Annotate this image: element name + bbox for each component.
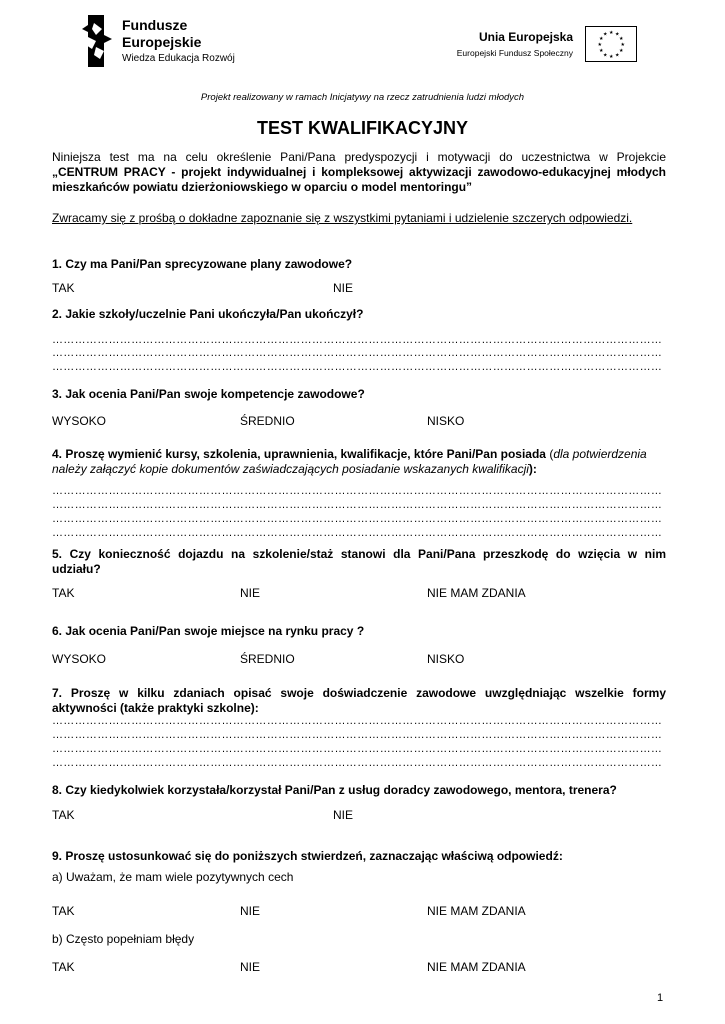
q5-line-1: 5. Czy konieczność dojazdu na szkolenie/staż stanowi dla Pani/Pana przeszkodę do wzięcia w nim: [52, 547, 666, 561]
ue-subtitle: Europejski Fundusz Społeczny: [456, 48, 573, 58]
q9b-option-nie[interactable]: NIE: [240, 960, 261, 974]
intro-line-3: mieszkańców powiatu dzierżoniowskiego w oparciu o model mentoringu”: [52, 180, 473, 194]
q6-option-nisko[interactable]: NISKO: [427, 652, 465, 666]
q9a-statement: a) Uważam, że mam wiele pozytywnych cech: [52, 870, 294, 884]
svg-text:★: ★: [615, 31, 620, 38]
q7-answer-line-1[interactable]: ………………………………………………………………………………………………………………………………………………: [52, 715, 662, 727]
page-title: TEST KWALIFIKACYJNY: [256, 118, 468, 138]
q4-italic-2: należy załączyć kopie dokumentów zaświadczających posiadanie wskazanych kwalifikacji: [52, 462, 529, 476]
fe-title-2: Europejskie: [122, 34, 202, 50]
question-3: 3. Jak ocenia Pani/Pan swoje kompetencje zawodowe?: [52, 387, 365, 401]
q4-answer-line-3[interactable]: ………………………………………………………………………………………………………………………………………………: [52, 513, 662, 525]
fe-subtitle: Wiedza Edukacja Rozwój: [122, 53, 235, 64]
q4-answer-line-2[interactable]: ………………………………………………………………………………………………………………………………………………: [52, 499, 662, 511]
q5-option-nie[interactable]: NIE: [240, 586, 261, 600]
q4-italic-1: dla potwierdzenia: [553, 447, 647, 461]
q2-answer-line-3[interactable]: ………………………………………………………………………………………………………………………………………………: [52, 361, 662, 373]
intro: [52, 150, 666, 195]
q9a-option-tak[interactable]: TAK: [52, 904, 75, 918]
question-5: [52, 547, 666, 577]
svg-text:★: ★: [603, 31, 608, 38]
q6-option-srednio[interactable]: ŚREDNIO: [240, 652, 295, 666]
question-8: 8. Czy kiedykolwiek korzystała/korzystał Pani/Pan z usług doradcy zawodowego, mentora, trenera?: [52, 783, 617, 797]
svg-text:★: ★: [609, 30, 614, 36]
q9b-option-tak[interactable]: TAK: [52, 960, 75, 974]
svg-text:★: ★: [609, 54, 614, 60]
question-6: 6. Jak ocenia Pani/Pan swoje miejsce na rynku pracy ?: [52, 624, 365, 638]
q7-line-2: aktywności (także praktyki szkolne):: [52, 701, 259, 715]
svg-text:★: ★: [619, 48, 624, 54]
svg-text:★: ★: [597, 42, 602, 48]
q4-bold: 4. Proszę wymienić kursy, szkolenia, uprawnienia, kwalifikacje, które Pani/Pan posiada: [52, 447, 546, 461]
q8-option-nie[interactable]: NIE: [333, 808, 354, 822]
q5-line-2: udziału?: [52, 562, 101, 576]
intro-line-1: Niniejsza test ma na celu określenie Pani/Pana predyspozycji i motywacji do uczestnictwa w Projekcie: [52, 150, 666, 164]
q8-option-tak[interactable]: TAK: [52, 808, 75, 822]
q1-option-nie[interactable]: NIE: [333, 281, 354, 295]
svg-text:★: ★: [599, 48, 604, 54]
q5-option-tak[interactable]: TAK: [52, 586, 75, 600]
q3-option-wysoko[interactable]: WYSOKO: [52, 414, 107, 428]
project-note: Projekt realizowany w ramach Inicjatywy na rzecz zatrudnienia ludzi młodych: [200, 92, 525, 103]
ue-title: Unia Europejska: [478, 30, 573, 44]
q9a-option-nie-mam-zdania[interactable]: NIE MAM ZDANIA: [427, 904, 526, 918]
fe-logo-icon: [82, 15, 112, 67]
fe-title-1: Fundusze: [122, 17, 188, 33]
intro-line-2: „CENTRUM PRACY - projekt indywidualnej i kompleksowej aktywizacji zawodowo-edukacyjnej młodych: [52, 165, 666, 179]
page-number: 1: [657, 992, 664, 1004]
q1-option-tak[interactable]: TAK: [52, 281, 75, 295]
question-2: 2. Jakie szkoły/uczelnie Pani ukończyła/Pan ukończył?: [52, 307, 364, 321]
ue-logo: [455, 26, 640, 66]
q7-answer-line-2[interactable]: ………………………………………………………………………………………………………………………………………………: [52, 729, 662, 741]
q9a-option-nie[interactable]: NIE: [240, 904, 261, 918]
q5-option-nie-mam-zdania[interactable]: NIE MAM ZDANIA: [427, 586, 526, 600]
eu-flag-icon: [585, 26, 637, 62]
svg-text:★: ★: [615, 52, 620, 59]
q4-paren: (: [549, 447, 554, 461]
svg-text:★: ★: [599, 36, 604, 42]
svg-text:★: ★: [619, 36, 624, 42]
q7-answer-line-3[interactable]: ………………………………………………………………………………………………………………………………………………: [52, 743, 662, 755]
question-9: 9. Proszę ustosunkować się do poniższych stwierdzeń, zaznaczając właściwą odpowiedź:: [52, 849, 563, 863]
q2-answer-line-1[interactable]: ………………………………………………………………………………………………………………………………………………: [52, 334, 662, 346]
svg-text:★: ★: [620, 42, 625, 48]
question-7: [52, 686, 666, 716]
q3-option-srednio[interactable]: ŚREDNIO: [240, 414, 295, 428]
q9b-option-nie-mam-zdania[interactable]: NIE MAM ZDANIA: [427, 960, 526, 974]
q4-close: ):: [528, 462, 537, 476]
fe-logo: [82, 15, 242, 67]
q9b-statement: b) Często popełniam błędy: [52, 932, 195, 946]
question-4: [52, 447, 662, 477]
q2-answer-line-2[interactable]: ………………………………………………………………………………………………………………………………………………: [52, 347, 662, 359]
question-1: 1. Czy ma Pani/Pan sprecyzowane plany zawodowe?: [52, 257, 353, 271]
svg-text:★: ★: [603, 52, 608, 59]
intro-request: Zwracamy się z prośbą o dokładne zapoznanie się z wszystkimi pytaniami i udzielenie szczerych odpowiedzi.: [52, 211, 633, 225]
q7-answer-line-4[interactable]: ………………………………………………………………………………………………………………………………………………: [52, 757, 662, 769]
q4-answer-line-1[interactable]: ………………………………………………………………………………………………………………………………………………: [52, 485, 662, 497]
q7-line-1: 7. Proszę w kilku zdaniach opisać swoje doświadczenie zawodowe uwzględniając wszelkie formy: [52, 686, 666, 700]
q4-answer-line-4[interactable]: ………………………………………………………………………………………………………………………………………………: [52, 527, 662, 539]
q6-option-wysoko[interactable]: WYSOKO: [52, 652, 107, 666]
q3-option-nisko[interactable]: NISKO: [427, 414, 465, 428]
